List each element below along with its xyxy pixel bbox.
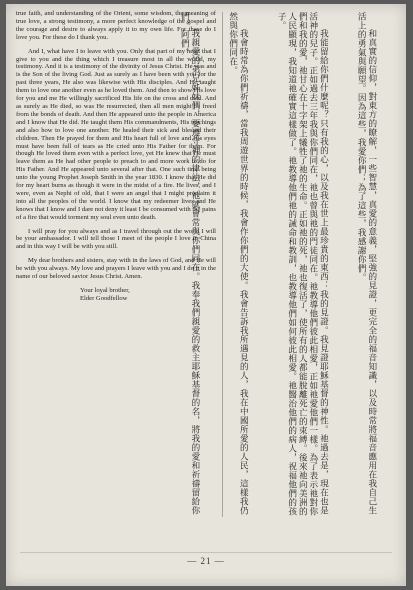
page-number: — 21 — xyxy=(187,556,225,566)
chinese-paragraph-1: 和真實的信仰，對東方的瞭解，一些智慧，真愛的意義，堅強的見證，更完全的福音知識，以及時常將福音應用在我自己生活上的勇氣與願望。因為這些，我愛你們；為了這些，我感謝你們。 xyxy=(356,12,377,516)
chinese-column xyxy=(179,12,398,517)
chinese-text-block xyxy=(179,12,398,517)
chinese-paragraph-4: 我親愛的弟兄姊妹們，要遵守神的律法，祂就會常與你們同在。我奉我們親愛的救主耶穌基督的名，將我的愛和祈禱留給你們。阿們。 xyxy=(179,12,200,516)
english-paragraph-4: My dear brothers and sisters, stay with in the laws of God, and He will be with you always. My love and prayers I leave with you and I do it in the name of our beloved savior Jesus Christ. Amen. xyxy=(16,257,216,281)
english-paragraph-1: true faith, and understanding of the Orient, some wisdom, the meaning of true love, a strong testimony, a more perfect knowledge of the gospel and the courage and desire to always apply it to my own life. For these do I love you. For these do I thank you. xyxy=(16,10,216,41)
english-paragraph-2: And I, what have I to leave with you. Only that part of my heart that I give to you and the thing which I treasure most in all the world, my testimony. And it is a testimony of the divinity of Jesus Christ. He was and is the Son of the living God. Just as surely as I have been with you for the past three years, He also was likewise with His disciples. And He taught them to love one another even as he loved them. And then to show His love for you and me He willingly sacrificed His life on the cross and died. And as surely as He died, so was He resurrected, then all men might be freed from the bonds of death. And then He appeared unto the people in America and I know that He did. He taught them His commandments, His teachings and also how to love one another. He healed their sick and blessed their children. Then He prayed for them and His heart full of love and His eyes must have been full of tears as He cried unto His Father for them. For though He loved them even with a perfect love, yet He knew that He must leave them as He had other people to preach to and more work to do for His Father. And He appeared unto several after that. One such time being unto the young Prophet Joseph Smith in the year 1830. I know that He did for my heart burns as though it were in the midst of a fire. He lives, and I were, even as Nephi of old, that I were an angel that I might proclaim it into all the peoples of the world. I know that my redeemer lives and He knows that I know and I dare not deny it least I be consumed with the pains of a fire that would torment my soul even unto death. xyxy=(16,47,216,221)
document-page xyxy=(6,4,406,586)
english-paragraph-3: I will pray for you always and as I travel through out the world I will be your ambassador. I will tell those I meet of the people I love in China and in this way I will be with you still. xyxy=(16,227,216,251)
chinese-paragraph-3: 我會時常為你們祈禱，當我周遊世界的時候，我會作你們的大使。我會告訴我所遇見的人，我在中國所愛的人民，這樣我仍然與你們同在。 xyxy=(227,12,249,516)
closing-line: Your loyal brother, xyxy=(80,287,130,294)
signature-name: Elder Goodfellow xyxy=(80,295,128,302)
chinese-paragraph-2: 我能留給你們什麼呢？只有我的心，以及我在世上最珍貴的東西：我的見證。我見證耶穌基督的神性。祂過去是，現在也是活神的兒子。正如過去三年我與你們同在，祂也曾與祂的門徒同在。祂教導他們彼此相愛，正如祂愛他們一樣。為了表示祂對你們和我的愛，祂甘心在十字架上犧牲了祂的生命。正如祂的死，祂也復活了，使所有的人都能脫離死亡的束縛。後來祂向美洲的人民顯現，我知道祂確實這樣做了。祂教導他們祂的誡命和教訓，也教導他們如何彼此相愛。祂醫治他們的病人，祝福他們的孩子。 xyxy=(276,12,329,516)
footer-rule xyxy=(20,552,392,553)
column-divider xyxy=(222,12,223,517)
